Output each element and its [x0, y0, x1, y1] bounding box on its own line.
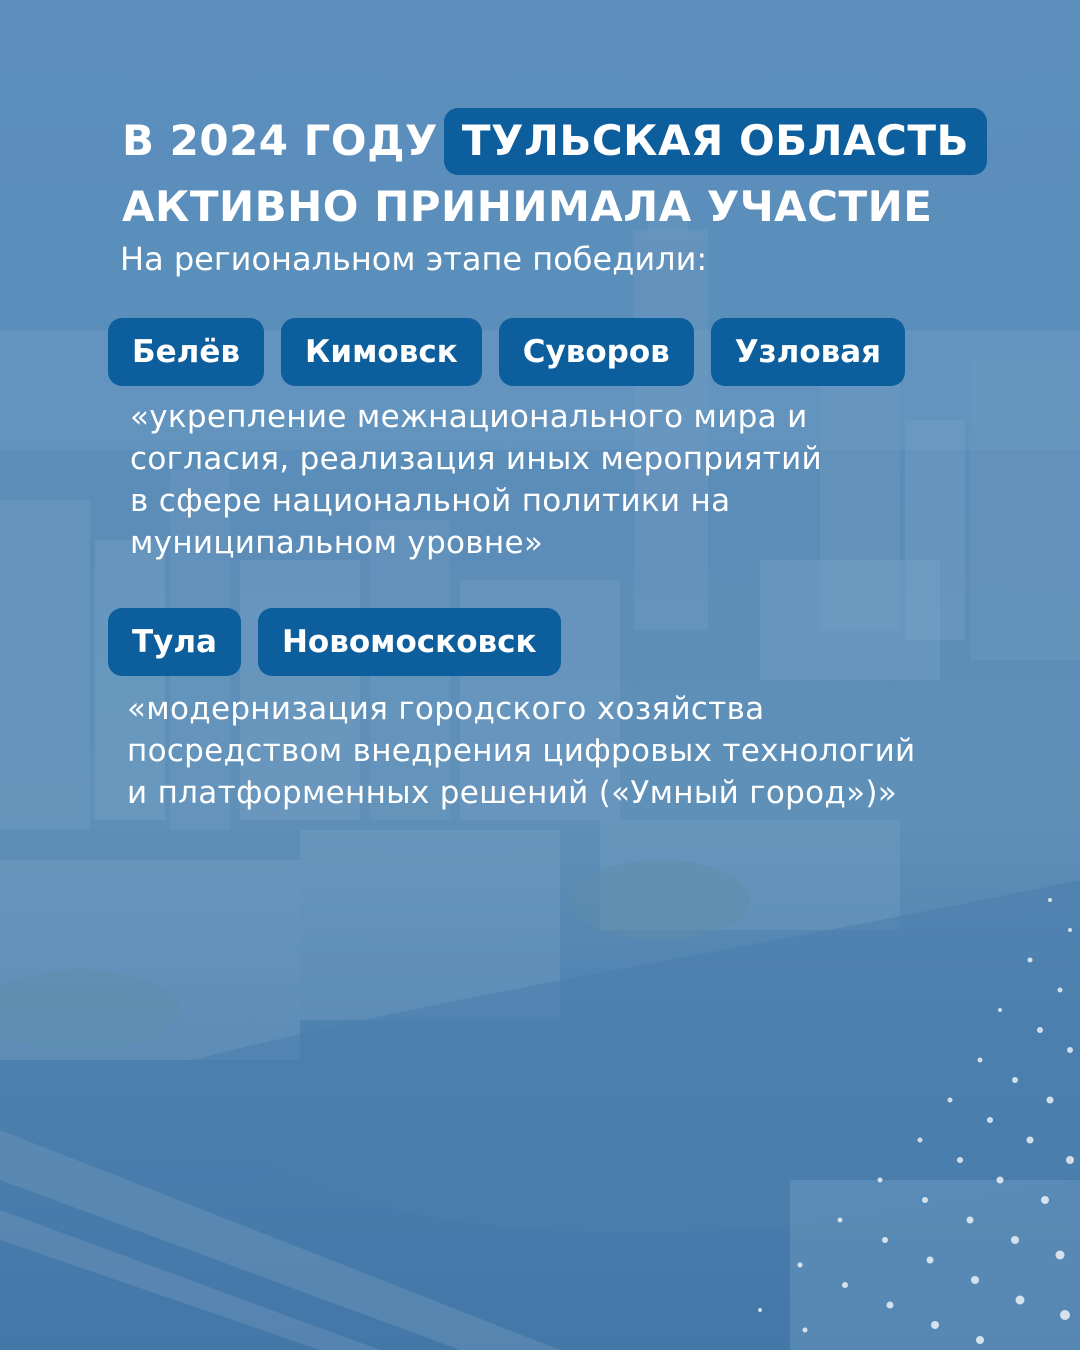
description-line: «укрепление межнационального мира и — [130, 399, 808, 435]
city-chip: Тула — [108, 608, 241, 676]
description-line: муниципальном уровне» — [130, 525, 544, 561]
city-chip: Узловая — [711, 318, 905, 386]
headline-line-2: АКТИВНО ПРИНИМАЛА УЧАСТИЕ — [122, 182, 933, 231]
nomination-description-2 — [127, 688, 1047, 814]
nomination-description-1 — [130, 396, 1030, 564]
description-line: в сфере национальной политики на — [130, 483, 731, 519]
headline-line-1 — [122, 116, 987, 165]
headline-prefix: В 2024 ГОДУ — [122, 116, 438, 165]
description-line: и платформенных решений («Умный город»)» — [127, 775, 898, 811]
city-chip: Кимовск — [281, 318, 482, 386]
description-line: «модернизация городского хозяйства — [127, 691, 765, 727]
city-chip: Суворов — [499, 318, 694, 386]
subtitle: На региональном этапе победили: — [120, 240, 708, 278]
description-line: согласия, реализация иных мероприятий — [130, 441, 822, 477]
headline-highlight-badge: ТУЛЬСКАЯ ОБЛАСТЬ — [444, 108, 987, 175]
winners-chips-group-2 — [108, 608, 561, 676]
city-chip: Белёв — [108, 318, 264, 386]
city-chip: Новомосковск — [258, 608, 561, 676]
winners-chips-group-1 — [108, 318, 905, 386]
description-line: посредством внедрения цифровых технологий — [127, 733, 916, 769]
